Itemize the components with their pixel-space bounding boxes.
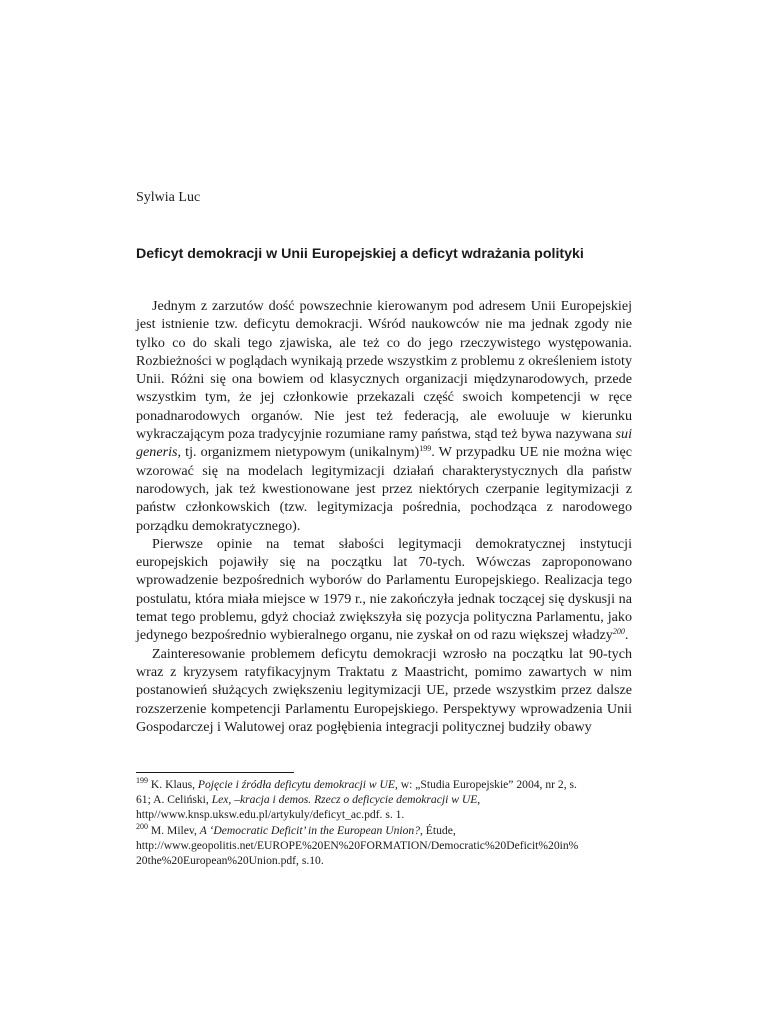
body-text (136, 297, 632, 736)
footnote-200-text-a: M. Milev, (148, 823, 200, 837)
footnote-199-text-d: 61; A. Celiński, (136, 793, 212, 807)
footnote-number: 199 (136, 776, 148, 785)
footnote-199 (136, 777, 636, 823)
footnote-ref-199: 199 (419, 444, 432, 454)
footnote-200 (136, 823, 636, 869)
paragraph-1-text-c: . W przypadku UE nie można więc wzorować się na modelach legitymizacji działań charakterystycznych dla państw narodowych, jak też kwestionowane jest przez niektórych czerpanie legitymizacji z państw członkowskich (tzw. legitymizacja pośrednia, pochodząca z narodowego porządku demokratycznego). (136, 444, 633, 534)
footnote-199-work-title: Pojęcie i źródła deficytu demokracji w UE (197, 778, 395, 791)
chapter-title: Deficyt demokracji w Unii Europejskiej a deficyt wdrażania polityki (136, 246, 584, 262)
footnote-200-line-1 (136, 823, 636, 838)
paragraph-3-text: Zainteresowanie problemem deficytu demokracji wzrosło na początku lat 90-tych wraz z kryzysem ratyfikacyjnym Traktatu z Maastricht, pomimo zawartych w nim postanowień służących zwiększeniu legitymizacji UE, przede wszystkim przez dalsze rozszerzenie kompetencji Parlamentu Europejskiego. Perspektywy wprowadzenia Unii Gospodarczej i Walutowej oraz pogłębienia integracji politycznej budziły obawy (136, 645, 632, 735)
paragraph-1-text-a: Jednym z zarzutów dość powszechnie kierowanym pod adresem Unii Europejskiej jest istnienie tzw. deficytu demokracji. Wśród naukowców nie ma jednak zgody nie tylko co do skali tego zjawiska, ale też co do jego rzeczywistego występowania. Rozbieżności w poglądach wynikają przede wszystkim z problemu z określeniem istoty Unii. Różni się ona bowiem od klasycznych organizacji międzynarodowych, przede wszystkim tym, że jej członkowie przekazali część swoich kompetencji w ręce ponadnarodowych organów. Nie jest też federacją, ale ewoluuje w kierunku wykraczającym poza tradycyjnie rozumiane ramy państwa, stąd też bywa nazywana (136, 298, 632, 443)
paragraph-3 (136, 645, 632, 736)
footnote-199-line-1 (136, 777, 636, 792)
footnote-200-url-1: http://www.geopolitis.net/EUROPE%20EN%20FORMATION/Democratic%20Deficit%20in% (136, 838, 579, 852)
paragraph-1-text-b: tj. organizmem nietypowym (unikalnym) (185, 444, 420, 461)
footnote-199-text-a: K. Klaus, (150, 778, 198, 791)
footnote-199-work-title-2: Lex, –kracja i demos. Rzecz o deficycie demokracji w UE (211, 793, 478, 807)
paragraph-1-italic: sui generis, (136, 426, 632, 461)
footnote-200-text-c: , Étude, (420, 823, 456, 837)
footnotes (136, 777, 636, 868)
author-name: Sylwia Luc (136, 190, 201, 205)
paragraph-1 (136, 297, 632, 535)
paragraph-2-text-a: Pierwsze opinie na temat słabości legitymacji demokratycznej instytucji europejskich pojawiły się na początku lat 70-tych. Wówczas zaproponowano wprowadzenie bezpośrednich wyborów do Parlamentu Europejskiego. Realizacja tego postulatu, która miała miejsce w 1979 r., nie zakończyła jednak toczącej się dyskusji na temat tego problemu, gdyż chociaż zwiększyła się pozycja polityczna Parlamentu, jako jedynego bezpośrednio wybieralnego organu, nie zyskał on od razu większej władzy (136, 535, 632, 644)
footnote-199-text-f: , (477, 793, 481, 807)
paragraph-2 (136, 535, 632, 645)
footnote-number: 200 (136, 821, 148, 831)
footnote-199-url: http//www.knsp.uksw.edu.pl/artykuly/deficyt_ac.pdf. s. 1. (136, 808, 405, 822)
footnote-200-work-title: A ‘Democratic Deficit’ in the European Union? (199, 823, 420, 837)
paragraph-2-text-b: . (624, 627, 629, 644)
footnote-separator (136, 772, 294, 773)
footnote-200-url-2: 20the%20European%20Union.pdf, s.10. (136, 854, 324, 868)
footnote-199-text-c: , w: „Studia Europejskie” 2004, nr 2, s. (394, 778, 577, 791)
footnote-199-line-2 (136, 792, 636, 807)
footnote-ref-200: 200 (612, 627, 625, 637)
